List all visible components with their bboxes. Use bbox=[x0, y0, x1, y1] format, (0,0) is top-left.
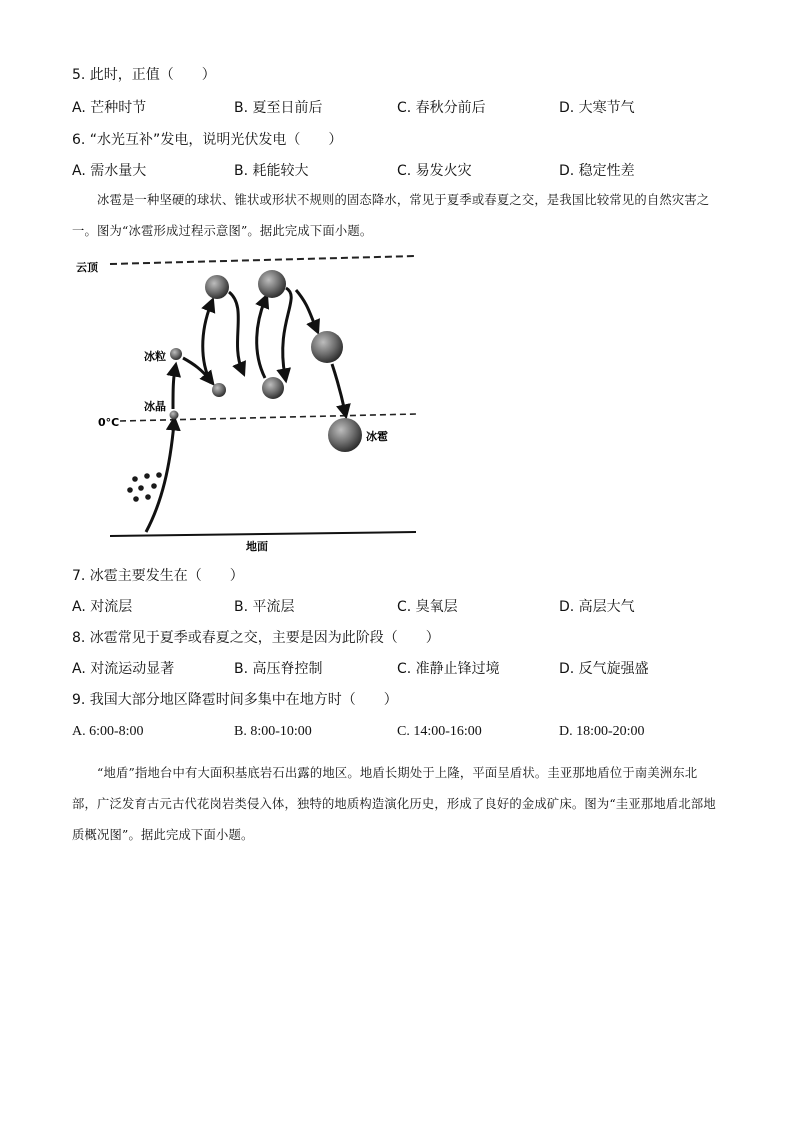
cloud-top-line bbox=[110, 256, 416, 264]
small-ice-ball-2 bbox=[262, 377, 284, 399]
option-d[interactable]: D. 高层大气 bbox=[559, 599, 635, 615]
large-ice-ball bbox=[311, 331, 343, 363]
shield-passage: “地盾”指地台中有大面积基底岩石出露的地区。地盾长期处于上隆，平面呈盾状。圭亚那地盾位于南美洲东北部，广泛发育古元古代花岗岩类侵入体，独特的地质构造演化历史，形成了良好的金成矿床。图为“圭亚那地盾北部地质概况图”。据此完成下面小题。 bbox=[72, 766, 716, 842]
ice-crystal-label: 冰晶 bbox=[144, 400, 166, 413]
question-7-stem: 7. 冰雹主要发生在（ ） bbox=[72, 568, 244, 584]
hailstone-label: 冰雹 bbox=[366, 430, 388, 443]
option-b[interactable]: B. 平流层 bbox=[234, 599, 295, 615]
ice-ball-top-1 bbox=[205, 275, 229, 299]
question-5-options bbox=[72, 99, 712, 117]
rise-arrow-2 bbox=[257, 300, 265, 378]
descent-arrow-1 bbox=[296, 290, 316, 328]
option-b[interactable]: B. 耗能较大 bbox=[234, 163, 309, 179]
question-8-stem: 8. 冰雹常见于夏季或春夏之交，主要是因为此阶段（ ） bbox=[72, 630, 440, 646]
option-c[interactable]: C. 臭氧层 bbox=[397, 599, 458, 615]
option-c[interactable]: C. 14:00-16:00 bbox=[397, 724, 482, 739]
option-d[interactable]: D. 反气旋强盛 bbox=[559, 661, 649, 677]
small-ice-ball-1 bbox=[212, 383, 226, 397]
hail-formation-diagram bbox=[70, 252, 430, 552]
water-droplets bbox=[127, 472, 162, 502]
zero-degree-label: 0°C bbox=[98, 416, 120, 429]
option-a[interactable]: A. 对流层 bbox=[72, 599, 133, 615]
option-c[interactable]: C. 准静止锋过境 bbox=[397, 661, 500, 677]
ice-crystal-rise-arrow bbox=[173, 369, 175, 409]
option-b[interactable]: B. 夏至日前后 bbox=[234, 100, 323, 116]
ground-line bbox=[110, 532, 416, 536]
option-d[interactable]: D. 大寒节气 bbox=[559, 100, 635, 116]
question-6-stem: 6. “水光互补”发电，说明光伏发电（ ） bbox=[72, 132, 343, 148]
rise-arrow-1 bbox=[203, 304, 211, 383]
ground-label: 地面 bbox=[246, 540, 268, 552]
option-c[interactable]: C. 易发火灾 bbox=[397, 163, 472, 179]
option-c[interactable]: C. 春秋分前后 bbox=[397, 100, 486, 116]
hailstone bbox=[328, 418, 362, 452]
question-6-options bbox=[72, 162, 712, 180]
option-b[interactable]: B. 高压脊控制 bbox=[234, 661, 323, 677]
question-8-options bbox=[72, 660, 712, 678]
ice-crystal bbox=[170, 411, 179, 420]
fall-arrow-2 bbox=[229, 292, 242, 370]
cloud-top-label: 云顶 bbox=[76, 261, 98, 274]
fall-arrow-3 bbox=[283, 288, 291, 376]
option-d[interactable]: D. 稳定性差 bbox=[559, 163, 635, 179]
ice-grain-label: 冰粒 bbox=[144, 350, 166, 363]
hail-passage: 冰雹是一种坚硬的球状、锥状或形状不规则的固态降水，常见于夏季或春夏之交，是我国比较常见的自然灾害之一。图为“冰雹形成过程示意图”。据此完成下面小题。 bbox=[72, 193, 710, 238]
descent-arrow-2 bbox=[332, 364, 345, 412]
option-a[interactable]: A. 对流运动显著 bbox=[72, 661, 175, 677]
option-a[interactable]: A. 6:00-8:00 bbox=[72, 724, 144, 739]
ice-grain bbox=[170, 348, 182, 360]
option-b[interactable]: B. 8:00-10:00 bbox=[234, 724, 312, 739]
question-9-stem: 9. 我国大部分地区降雹时间多集中在地方时（ ） bbox=[72, 692, 398, 708]
zero-degree-line bbox=[120, 414, 416, 421]
option-d[interactable]: D. 18:00-20:00 bbox=[559, 724, 645, 739]
option-a[interactable]: A. 需水量大 bbox=[72, 163, 147, 179]
option-a[interactable]: A. 芒种时节 bbox=[72, 100, 147, 116]
ice-ball-top-2 bbox=[258, 270, 286, 298]
question-7-options bbox=[72, 598, 712, 616]
question-9-options bbox=[72, 723, 712, 741]
question-5-stem: 5. 此时，正值（ ） bbox=[72, 67, 216, 83]
